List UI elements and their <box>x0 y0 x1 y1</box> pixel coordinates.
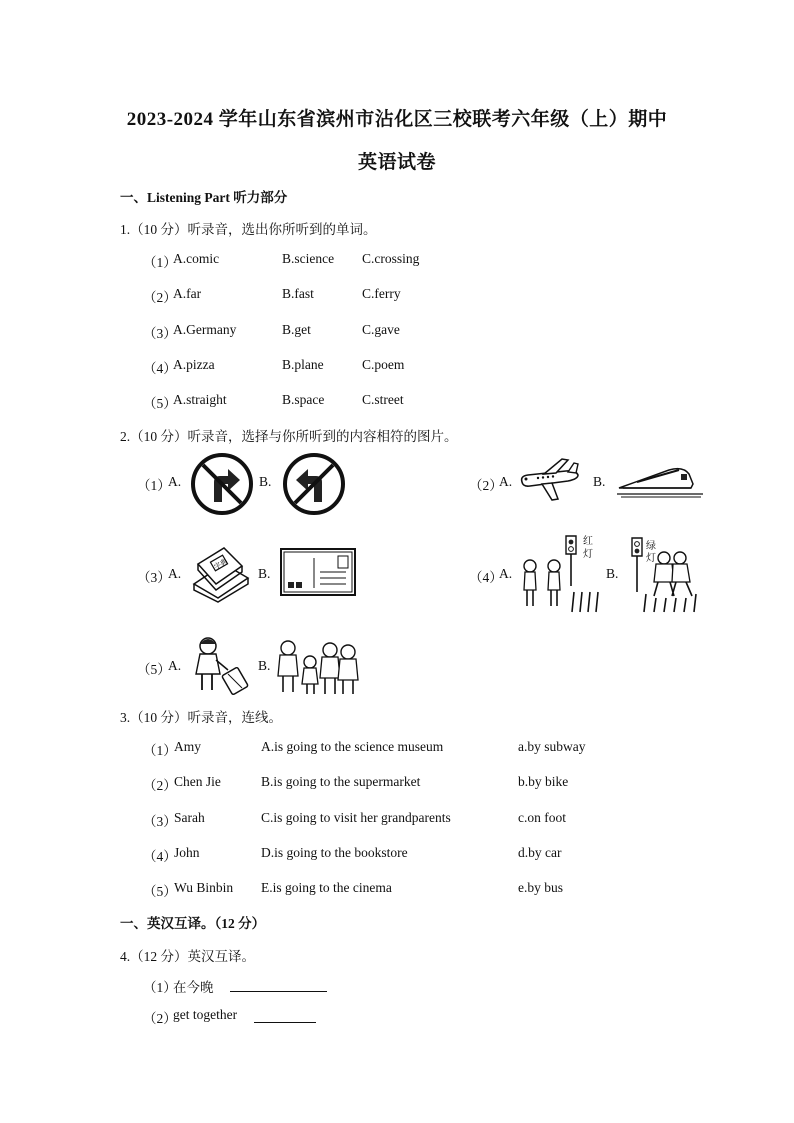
green-light-crossing-icon <box>626 534 706 612</box>
q1-option-b: B.science <box>282 251 335 266</box>
red-light-label: 红 <box>583 536 593 547</box>
q1-prompt: 1.（10 分）听录音，选出你所听到的单词。 <box>120 222 377 237</box>
q1-option-c: C.ferry <box>362 286 401 301</box>
q2-item1-num: （1） <box>137 478 171 493</box>
q3-way: e.by bus <box>518 880 563 895</box>
q3-way: a.by subway <box>518 739 586 754</box>
q2-item4-b-label: B. <box>606 566 619 581</box>
q3-place: E.is going to the cinema <box>261 880 392 895</box>
q3-place: C.is going to visit her grandparents <box>261 810 451 825</box>
q2-item3-a-label: A. <box>168 566 182 581</box>
q4-text: get together <box>173 1007 238 1022</box>
q1-option-b: B.fast <box>282 286 314 301</box>
q3-name: Sarah <box>174 810 205 825</box>
q3-name: Chen Jie <box>174 774 221 789</box>
q4-row-num: （2） <box>143 1011 177 1026</box>
q1-row-num: （4） <box>143 361 177 376</box>
q2-item5-a-label: A. <box>168 658 182 673</box>
q3-way: b.by bike <box>518 774 569 789</box>
green-light-label-2: 灯 <box>646 553 656 564</box>
q3-way: d.by car <box>518 845 562 860</box>
green-light-label: 绿 <box>646 541 656 552</box>
q1-option-b: B.space <box>282 392 325 407</box>
q3-place: A.is going to the science museum <box>261 739 444 754</box>
q2-item2-num: （2） <box>469 478 503 493</box>
train-icon <box>617 462 703 500</box>
q3-name: Wu Binbin <box>174 880 234 895</box>
no-left-turn-sign-icon <box>282 452 346 516</box>
q2-item2-b-label: B. <box>593 474 606 489</box>
q1-option-a: A.far <box>173 286 202 301</box>
postcard-icon <box>280 548 356 596</box>
q2-item1-b-label: B. <box>259 474 272 489</box>
q1-option-c: C.street <box>362 392 404 407</box>
q1-option-c: C.gave <box>362 322 400 337</box>
q4-answer-blank[interactable] <box>254 1008 316 1023</box>
q3-name: Amy <box>174 739 201 754</box>
q2-item2-a-label: A. <box>499 474 513 489</box>
q4-answer-blank[interactable] <box>230 977 327 992</box>
q1-option-a: A.pizza <box>173 357 215 372</box>
q3-way: c.on foot <box>518 810 566 825</box>
q3-row-num: （5） <box>143 884 177 899</box>
no-right-turn-sign-icon <box>190 452 254 516</box>
q3-row-num: （4） <box>143 849 177 864</box>
q3-row-num: （2） <box>143 778 177 793</box>
q1-option-b: B.get <box>282 322 311 337</box>
q3-place: B.is going to the supermarket <box>261 774 421 789</box>
q1-option-b: B.plane <box>282 357 324 372</box>
airplane-icon <box>518 456 580 502</box>
q4-row-num: （1） <box>143 980 177 995</box>
q2-prompt: 2.（10 分）听录音，选择与你所听到的内容相符的图片。 <box>120 429 458 444</box>
q3-row-num: （1） <box>143 743 177 758</box>
q1-option-c: C.poem <box>362 357 405 372</box>
page-title-line2: 英语试卷 <box>357 152 436 173</box>
section-listening-heading: 一、Listening Part 听力部分 <box>120 190 288 205</box>
red-light-label-2: 灯 <box>583 549 593 560</box>
q1-row-num: （5） <box>143 396 177 411</box>
q3-name: John <box>174 845 200 860</box>
q1-option-a: A.comic <box>173 251 220 266</box>
section-translation-heading: 一、英汉互译。（12 分） <box>120 916 266 931</box>
q4-prompt: 4.（12 分）英汉互译。 <box>120 949 255 964</box>
q1-option-a: A.Germany <box>173 322 237 337</box>
q1-row-num: （1） <box>143 255 177 270</box>
family-group-icon <box>274 636 360 696</box>
q3-place: D.is going to the bookstore <box>261 845 408 860</box>
q3-prompt: 3.（10 分）听录音，连线。 <box>120 710 282 725</box>
q2-item5-num: （5） <box>137 662 171 677</box>
q2-item3-num: （3） <box>137 570 171 585</box>
q2-item5-b-label: B. <box>258 658 271 673</box>
q1-row-num: （2） <box>143 290 177 305</box>
q4-text: 在今晚 <box>173 980 214 995</box>
q2-item4-a-label: A. <box>499 566 513 581</box>
q2-item4-num: （4） <box>469 570 503 585</box>
book-label: 字典 <box>212 557 229 572</box>
q1-option-a: A.straight <box>173 392 227 407</box>
girl-with-suitcase-icon <box>188 634 252 696</box>
q2-item3-b-label: B. <box>258 566 271 581</box>
q2-item1-a-label: A. <box>168 474 182 489</box>
q3-row-num: （3） <box>143 814 177 829</box>
q1-row-num: （3） <box>143 326 177 341</box>
q1-option-c: C.crossing <box>362 251 420 266</box>
page-title-line1: 2023-2024 学年山东省滨州市沾化区三校联考六年级（上）期中 <box>126 109 668 130</box>
dictionary-books-icon <box>188 544 252 602</box>
